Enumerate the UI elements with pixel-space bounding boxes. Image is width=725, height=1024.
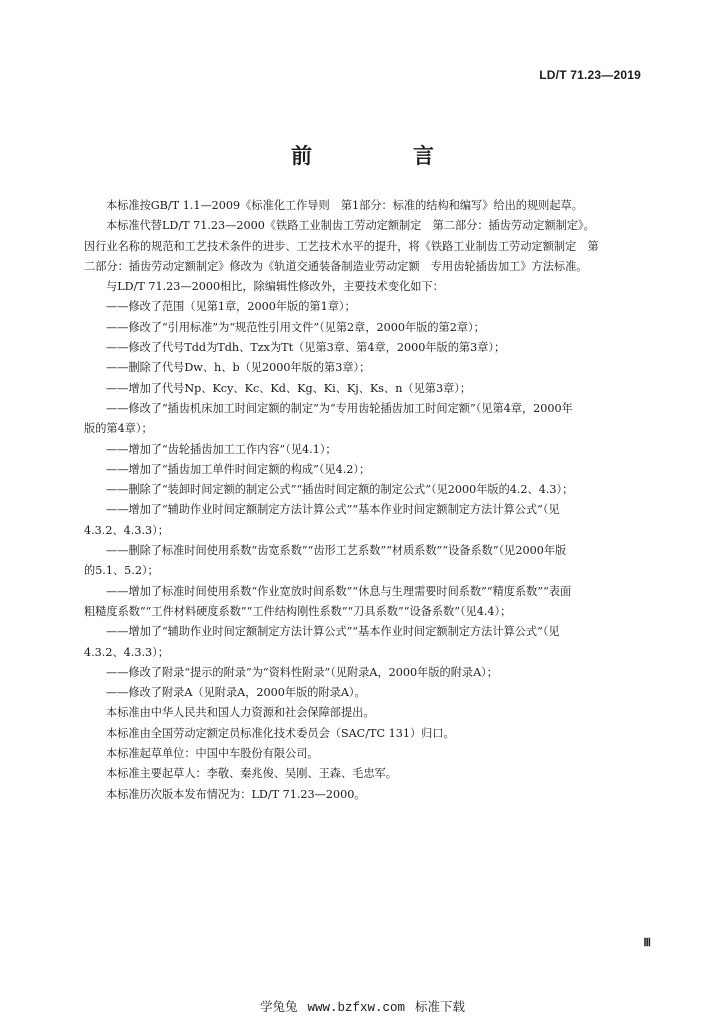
foreword-line: ——增加了“齿轮插齿加工工作内容”（见4.1）；	[106, 442, 337, 456]
foreword-line: 4.3.2、4.3.3）；	[84, 523, 169, 537]
foreword-line: 与LD/T 71.23—2000相比，除编辑性修改外，主要技术变化如下：	[106, 280, 444, 294]
foreword-line: 本标准主要起草人：李敬、秦兆俊、吴刚、王森、毛忠军。	[106, 767, 397, 781]
foreword-line: ——修改了附录A（见附录A，2000年版的附录A）。	[106, 686, 366, 700]
footer-download-label: 标准下载	[415, 999, 466, 1014]
foreword-line: 本标准历次版本发布情况为：LD/T 71.23—2000。	[106, 787, 366, 801]
foreword-line: ——删除了标准时间使用系数“齿宽系数”“齿形工艺系数”“材质系数”“设备系数”（见2000年版	[106, 544, 567, 558]
foreword-line: 版的第4章）；	[84, 422, 153, 436]
foreword-line: ——删除了代号Dw、h、b（见2000年版的第3章）；	[106, 361, 371, 375]
foreword-line: ——增加了标准时间使用系数“作业宽放时间系数”“休息与生理需要时间系数”“精度系数”“表面	[106, 584, 572, 598]
foreword-line: ——增加了“辅助作业时间定额制定方法计算公式”“基本作业时间定额制定方法计算公式”（见	[106, 503, 560, 517]
foreword-body	[84, 196, 652, 805]
foreword-line: 的5.1、5.2）；	[84, 564, 159, 578]
foreword-line: 本标准按GB/T 1.1—2009《标准化工作导则 第1部分：标准的结构和编写》给出的规则起草。	[106, 199, 583, 212]
foreword-line: 本标准由全国劳动定额定员标准化技术委员会（SAC/TC 131）归口。	[106, 726, 455, 740]
page-number: Ⅲ	[643, 937, 651, 949]
foreword-line: ——修改了范围（见第1章，2000年版的第1章）；	[106, 300, 356, 314]
foreword-line: ——修改了“引用标准”为“规范性引用文件”（见第2章，2000年版的第2章）；	[106, 320, 485, 334]
foreword-line: 二部分：插齿劳动定额制定》修改为《轨道交通装备制造业劳动定额 专用齿轮插齿加工》方法标准。	[84, 259, 588, 273]
foreword-line: ——修改了代号Tdd为Tdh、Tzx为Tt（见第3章、第4章，2000年版的第3章）；	[106, 341, 506, 355]
page-title: 前 言	[291, 143, 474, 168]
foreword-line: ——增加了“插齿加工单件时间定额的构成”（见4.2）；	[106, 462, 371, 476]
foreword-line: ——删除了“装卸时间定额的制定公式”“插齿时间定额的制定公式”（见2000年版的4.2、4.3）；	[106, 483, 574, 497]
foreword-line: 4.3.2、4.3.3）；	[84, 645, 169, 659]
footer-site-name: 学兔兔	[259, 999, 298, 1014]
foreword-line: 本标准代替LD/T 71.23—2000《铁路工业制齿工劳动定额制定 第二部分：插齿劳动定额制定》。	[106, 219, 595, 233]
document-number: LD/T 71.23—2019	[539, 68, 641, 82]
foreword-line: 本标准由中华人民共和国人力资源和社会保障部提出。	[106, 706, 375, 720]
footer-url[interactable]: www.bzfxw.com	[307, 1001, 406, 1015]
foreword-line: ——修改了附录“提示的附录”为“资料性附录”（见附录A，2000年版的附录A）；	[106, 665, 498, 679]
foreword-line: ——增加了代号Np、Kcy、Kc、Kd、Kg、Ki、Kj、Ks、n（见第3章）；	[106, 381, 472, 395]
foreword-line: 本标准起草单位：中国中车股份有限公司。	[106, 747, 319, 761]
footer-watermark	[0, 997, 725, 1015]
foreword-line: ——修改了“插齿机床加工时间定额的制定”为“专用齿轮插齿加工时间定额”（见第4章，2000年	[106, 401, 573, 415]
foreword-line: ——增加了“辅助作业时间定额制定方法计算公式”“基本作业时间定额制定方法计算公式”（见	[106, 625, 560, 639]
foreword-line: 因行业名称的规范和工艺技术条件的进步、工艺技术水平的提升，将《铁路工业制齿工劳动定额制定 第	[84, 239, 599, 253]
foreword-line: 粗糙度系数”“工件材料硬度系数”“工件结构刚性系数”“刀具系数”“设备系数”（见4.4）；	[84, 604, 512, 618]
